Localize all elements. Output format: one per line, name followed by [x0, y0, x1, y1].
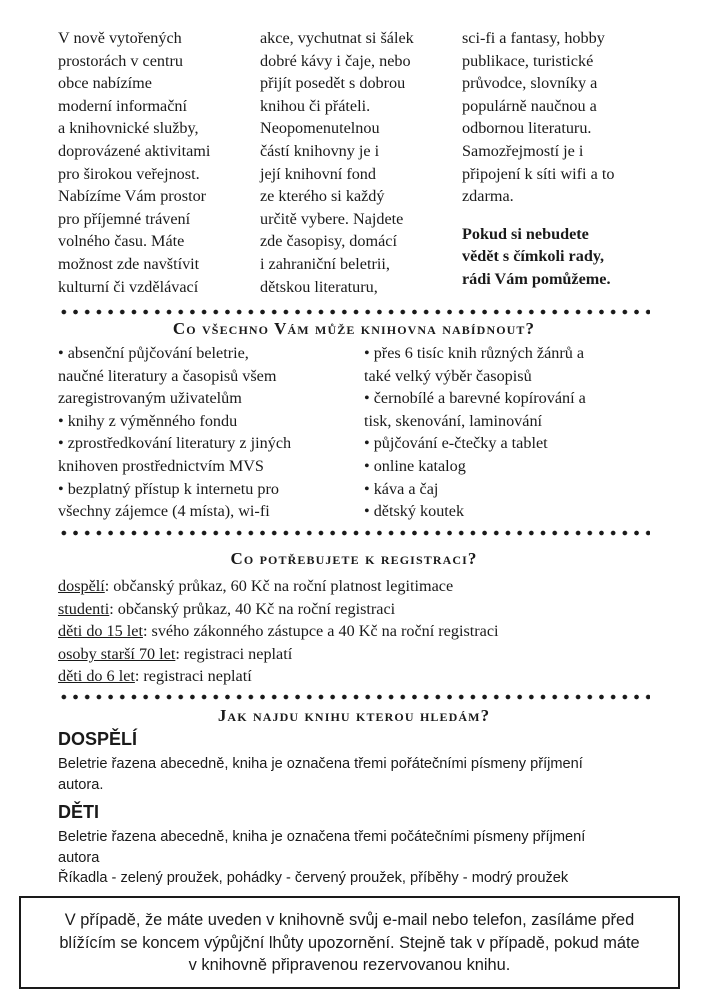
kids-line: autora — [58, 849, 100, 866]
offer-item: tisk, skenování, laminování — [364, 411, 543, 430]
dotted-divider — [58, 694, 650, 700]
intro-line: pro příjemné trávení — [58, 209, 191, 228]
help-line: Pokud si nebudete — [462, 224, 589, 243]
dotted-divider — [58, 309, 650, 315]
intro-line: obce nabízíme — [58, 74, 152, 93]
kids-line: Beletrie řazena abecedně, kniha je označena třemi počátečními písmeny příjmení — [58, 829, 586, 845]
intro-line: a knihovnické služby, — [58, 119, 199, 138]
notice-line: blížícím se koncem výpůjční lhůty upozornění. Stejně tak v případě, pokud máte — [59, 933, 640, 952]
registration-row — [58, 620, 499, 643]
kids-subheading: DĚTI — [58, 802, 100, 822]
offer-item: • černobílé a barevné kopírování a — [364, 389, 586, 408]
offer-item: knihoven prostřednictvím MVS — [58, 456, 264, 475]
registration-list — [58, 575, 499, 688]
registration-row — [58, 575, 499, 598]
registration-row — [58, 665, 499, 688]
offer-item: • knihy z výměnného fondu — [58, 411, 238, 430]
intro-line: částí knihovny je i — [260, 141, 380, 160]
help-line: rádi Vám pomůžeme. — [462, 269, 611, 288]
registration-category: děti do 15 let — [58, 622, 143, 641]
find-heading: Jak najdu knihu kterou hledám? — [217, 706, 491, 725]
offer-item: všechny zájemce (4 místa), wi-fi — [58, 502, 270, 521]
adults-line: Beletrie řazena abecedně, kniha je označena třemi pořátečními písmeny příjmení — [58, 756, 583, 772]
dotted-divider — [58, 530, 650, 536]
intro-line: připojení k síti wifi a to — [462, 164, 615, 183]
intro-line: i zahraniční beletrii, — [260, 254, 390, 273]
intro-line: prostorách v centru — [58, 51, 183, 70]
notice-line: V případě, že máte uveden v knihovně svůj e-mail nebo telefon, zasíláme před — [64, 911, 635, 929]
intro-line: pro širokou veřejnost. — [58, 164, 200, 183]
offer-item: • přes 6 tisíc knih různých žánrů a — [364, 344, 585, 362]
offer-item: také velký výběr časopisů — [364, 366, 532, 385]
intro-line: odbornou literaturu. — [462, 119, 592, 138]
notice-line: v knihovně připravenou rezervovanou knihu. — [188, 956, 511, 974]
adults-subheading: DOSPĚLÍ — [58, 729, 138, 749]
offer-item: • bezplatný přístup k internetu pro — [58, 479, 279, 498]
adults-text — [58, 754, 658, 795]
registration-category: děti do 6 let — [58, 667, 135, 686]
offer-item: • káva a čaj — [364, 479, 439, 498]
offer-item: • absenční půjčování beletrie, — [58, 344, 249, 362]
intro-line: ze kterého si každý — [260, 187, 385, 206]
registration-text: : registraci neplatí — [175, 644, 293, 663]
intro-line: její knihovní fond — [260, 164, 376, 183]
intro-line: průvodce, slovníky a — [462, 74, 598, 93]
registration-heading: Co potřebujete k registraci? — [230, 549, 478, 568]
intro-line: volného času. Máte — [58, 232, 185, 251]
registration-text: : občanský průkaz, 40 Kč na roční registraci — [109, 599, 396, 618]
find-section — [58, 728, 658, 889]
offer-item: naučné literatury a časopisů všem — [58, 366, 277, 385]
registration-category: studenti — [58, 599, 110, 618]
kids-line: Říkadla - zelený proužek, pohádky - červený proužek, příběhy - modrý proužek — [58, 870, 569, 886]
registration-text: : registraci neplatí — [134, 667, 252, 686]
registration-text: : občanský průkaz, 60 Kč na roční platnost legitimace — [104, 577, 454, 595]
offer-heading: Co všechno Vám může knihovna nabídnout? — [172, 319, 536, 338]
intro-column-2 — [260, 27, 414, 298]
registration-row — [58, 598, 499, 621]
spacer — [462, 208, 614, 223]
intro-line: Neopomenutelnou — [260, 119, 380, 138]
help-line: vědět s čímkoli rady, — [462, 247, 605, 266]
offer-list-left — [58, 342, 291, 523]
registration-text: : svého zákonného zástupce a 40 Kč na roční registraci — [142, 622, 499, 641]
reminder-notice-box — [19, 896, 680, 989]
intro-line: určitě vybere. Najdete — [260, 209, 404, 228]
intro-line: akce, vychutnat si šálek — [260, 29, 414, 47]
intro-line: možnost zde navštívit — [58, 254, 200, 273]
intro-line: přijít posedět s dobrou — [260, 74, 406, 93]
intro-line: Samozřejmostí je i — [462, 141, 584, 160]
intro-line: Nabízíme Vám prostor — [58, 187, 207, 206]
intro-line: zdarma. — [462, 187, 514, 206]
offer-item: zaregistrovaným uživatelům — [58, 389, 242, 408]
intro-line: populárně naučnou a — [462, 96, 597, 115]
registration-category: dospělí — [58, 577, 105, 595]
offer-item: • zprostředkování literatury z jiných — [58, 434, 292, 453]
intro-line: doprovázené aktivitami — [58, 141, 211, 160]
intro-line: sci-fi a fantasy, hobby — [462, 29, 605, 47]
adults-line: autora. — [58, 776, 104, 793]
intro-line: knihou či přáteli. — [260, 96, 371, 115]
intro-column-3 — [462, 27, 614, 291]
intro-line: publikace, turistické — [462, 51, 594, 70]
registration-row — [58, 643, 499, 666]
offer-item: • půjčování e-čtečky a tablet — [364, 434, 548, 453]
intro-line: zde časopisy, domácí — [260, 232, 397, 251]
intro-line: moderní informační — [58, 96, 188, 115]
offer-list-right — [364, 342, 586, 523]
offer-item: • online katalog — [364, 456, 466, 475]
intro-line: V nově vytořených — [58, 29, 182, 47]
intro-line: dětskou literaturu, — [260, 277, 378, 296]
intro-column-1 — [58, 27, 210, 298]
intro-line: kulturní či vzdělávací — [58, 277, 199, 296]
registration-category: osoby starší 70 let — [58, 644, 176, 663]
offer-item: • dětský koutek — [364, 502, 465, 521]
intro-columns — [58, 27, 648, 295]
kids-text — [58, 827, 658, 889]
intro-line: dobré kávy i čaje, nebo — [260, 51, 411, 70]
